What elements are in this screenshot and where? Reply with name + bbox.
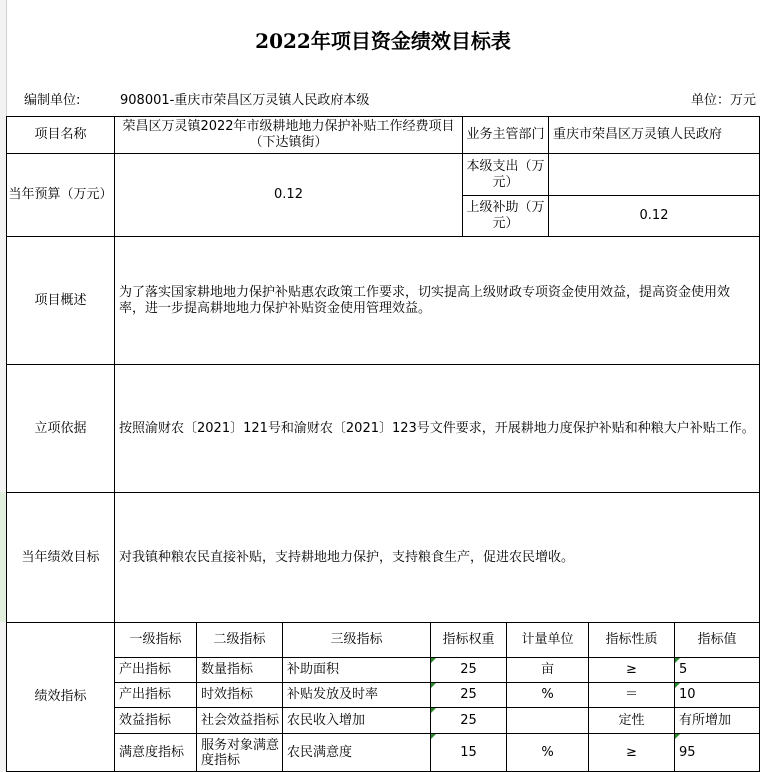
- cell-marker: [675, 658, 680, 663]
- upper-label: 上级补助（万元）: [462, 195, 549, 237]
- dept-label: 业务主管部门: [462, 116, 549, 154]
- overview-text: 为了落实国家耕地地力保护补贴惠农政策工作要求，切实提高上级财政专项资金使用效益，提高资金使用效率，进一步提高耕地地力保护补贴资金使用管理效益。: [114, 236, 760, 365]
- perf-row1-weight: 25: [430, 657, 507, 683]
- basis-text: 按照渝财农〔2021〕121号和渝财农〔2021〕123号文件要求，开展耕地力度保护补贴和种粮大户补贴工作。: [114, 364, 760, 493]
- perf-row3-unit: [506, 707, 589, 734]
- perf-label: 绩效指标: [6, 622, 115, 772]
- basis-label: 立项依据: [6, 364, 115, 493]
- perf-row2-nature: ＝: [588, 682, 675, 708]
- perf-header-level1: 一级指标: [114, 622, 197, 658]
- perf-header-unit: 计量单位: [506, 622, 589, 658]
- goal-text: 对我镇种粮农民直接补贴，支持耕地地力保护，支持粮食生产，促进农民增收。: [114, 492, 760, 623]
- perf-row1-unit: 亩: [506, 657, 589, 683]
- perf-row4-level2: 服务对象满意度指标: [196, 733, 283, 772]
- perf-row4-level3: 农民满意度: [282, 733, 431, 772]
- perf-header-level3: 三级指标: [282, 622, 431, 658]
- perf-row3-value: 有所增加: [674, 707, 760, 734]
- perf-header-value: 指标值: [674, 622, 760, 658]
- overview-label: 项目概述: [6, 236, 115, 365]
- perf-header-weight: 指标权重: [430, 622, 507, 658]
- unit-value: 908001-重庆市荣昌区万灵镇人民政府本级: [120, 93, 370, 108]
- dept-value: 重庆市荣昌区万灵镇人民政府: [548, 116, 760, 154]
- perf-row3-level2: 社会效益指标: [196, 707, 283, 734]
- spreadsheet: [6, 0, 760, 772]
- perf-row3-nature: 定性: [588, 707, 675, 734]
- page-title: 2022年项目资金绩效目标表: [255, 29, 511, 53]
- perf-row2-level2: 时效指标: [196, 682, 283, 708]
- perf-row4-nature: ≥: [588, 733, 675, 772]
- perf-row2-unit: %: [506, 682, 589, 708]
- project-name-label: 项目名称: [6, 116, 115, 154]
- perf-header-level2: 二级指标: [196, 622, 283, 658]
- budget-value: 0.12: [114, 153, 463, 237]
- goal-label: 当年绩效目标: [6, 492, 115, 623]
- cell-marker: [431, 708, 436, 713]
- perf-row4-value: 95: [674, 733, 760, 772]
- perf-row2-value: 10: [674, 682, 760, 708]
- project-name-value: 荣昌区万灵镇2022年市级耕地地力保护补贴工作经费项目（下达镇街）: [114, 116, 463, 154]
- perf-row3-weight: 25: [430, 707, 507, 734]
- perf-row1-level3: 补助面积: [282, 657, 431, 683]
- cell-marker: [675, 734, 680, 739]
- unit-label: 编制单位:: [24, 93, 81, 108]
- upper-value: 0.12: [548, 195, 760, 237]
- local-label: 本级支出（万元）: [462, 153, 549, 196]
- perf-row2-level3: 补贴发放及时率: [282, 682, 431, 708]
- perf-row4-unit: %: [506, 733, 589, 772]
- perf-row4-level1: 满意度指标: [114, 733, 197, 772]
- cell-marker: [431, 683, 436, 688]
- perf-header-nature: 指标性质: [588, 622, 675, 658]
- perf-row3-level3: 农民收入增加: [282, 707, 431, 734]
- perf-row1-level2: 数量指标: [196, 657, 283, 683]
- perf-row2-weight: 25: [430, 682, 507, 708]
- perf-row2-level1: 产出指标: [114, 682, 197, 708]
- perf-row3-level1: 效益指标: [114, 707, 197, 734]
- currency-unit: 单位：万元: [690, 93, 756, 108]
- perf-row4-weight: 15: [430, 733, 507, 772]
- local-value: [548, 153, 760, 196]
- perf-row1-nature: ≥: [588, 657, 675, 683]
- cell-marker: [431, 734, 436, 739]
- perf-row1-level1: 产出指标: [114, 657, 197, 683]
- perf-row1-value: 5: [674, 657, 760, 683]
- budget-label: 当年预算（万元）: [6, 153, 115, 237]
- cell-marker: [675, 683, 680, 688]
- cell-marker: [431, 658, 436, 663]
